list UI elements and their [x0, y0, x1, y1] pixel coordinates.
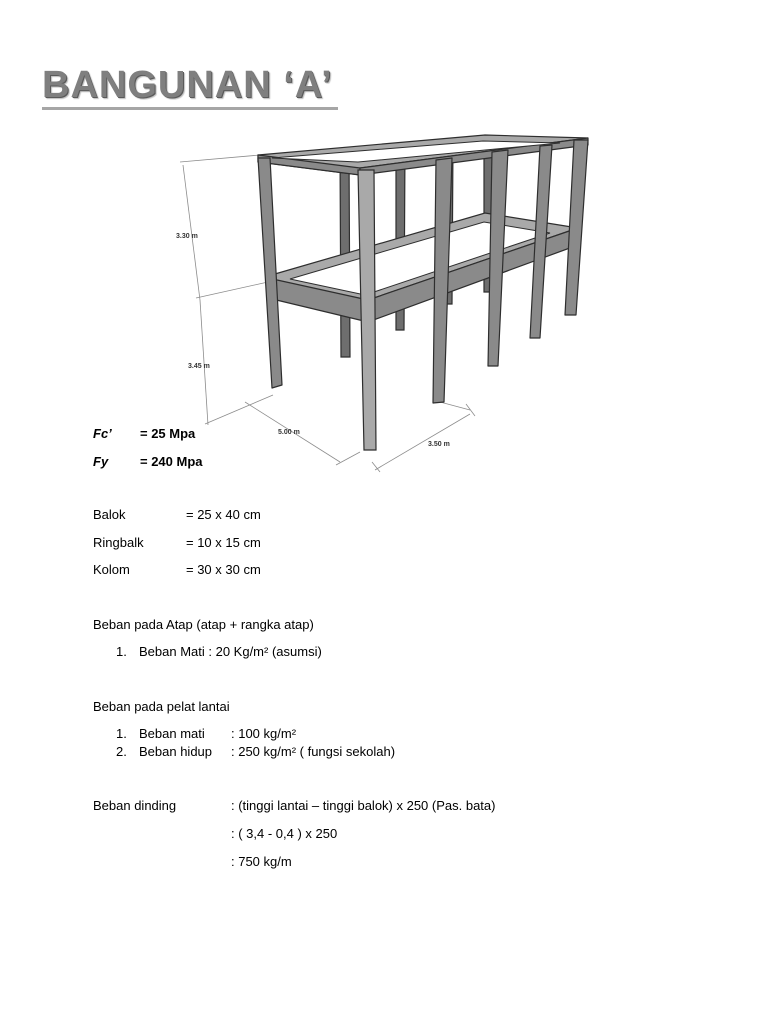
page-title: BANGUNAN ‘A’ — [42, 64, 333, 106]
atap-item-text: Beban Mati : 20 Kg/m² (asumsi) — [139, 644, 322, 659]
kolom-value: = 30 x 30 cm — [186, 562, 261, 577]
pelat-item-1-value: : 100 kg/m² — [231, 726, 297, 741]
kolom-name: Kolom — [93, 562, 130, 577]
material-fy-value: = 240 Mpa — [140, 454, 203, 469]
dinding-line-3: : 750 kg/m — [231, 854, 292, 869]
ringbalk-name: Ringbalk — [93, 535, 144, 550]
dimension-lines — [180, 155, 475, 472]
atap-heading: Beban pada Atap (atap + rangka atap) — [93, 617, 314, 632]
dinding-name: Beban dinding — [93, 798, 177, 813]
balok-name: Balok — [93, 507, 126, 522]
balok-value: = 25 x 40 cm — [186, 507, 261, 522]
material-fc-value: = 25 Mpa — [140, 426, 196, 441]
dimension-label-width: 3.50 m — [428, 441, 450, 448]
dimension-label-lower: 3.45 m — [188, 363, 210, 370]
dinding-line-1: : (tinggi lantai – tinggi balok) x 250 (Pas. bata) — [231, 798, 496, 813]
ringbalk-value: = 10 x 15 cm — [186, 535, 261, 550]
structure-frame-diagram — [170, 130, 600, 475]
pelat-item-1-number: 1. — [116, 726, 127, 741]
material-fc-name: Fc’ — [93, 426, 112, 441]
pelat-item-1-name: Beban mati — [139, 726, 205, 741]
pelat-item-2-number: 2. — [116, 744, 127, 759]
atap-item-number: 1. — [116, 644, 127, 659]
pelat-heading: Beban pada pelat lantai — [93, 699, 230, 714]
material-fy-name: Fy — [93, 454, 109, 469]
title-underline — [42, 107, 338, 110]
pelat-item-2-name: Beban hidup — [139, 744, 213, 759]
dinding-line-2: : ( 3,4 - 0,4 ) x 250 — [231, 826, 338, 841]
dimension-label-length: 5.00 m — [278, 429, 300, 436]
pelat-item-2-value: : 250 kg/m² ( fungsi sekolah) — [231, 744, 396, 759]
dimension-label-upper: 3.30 m — [176, 233, 198, 240]
